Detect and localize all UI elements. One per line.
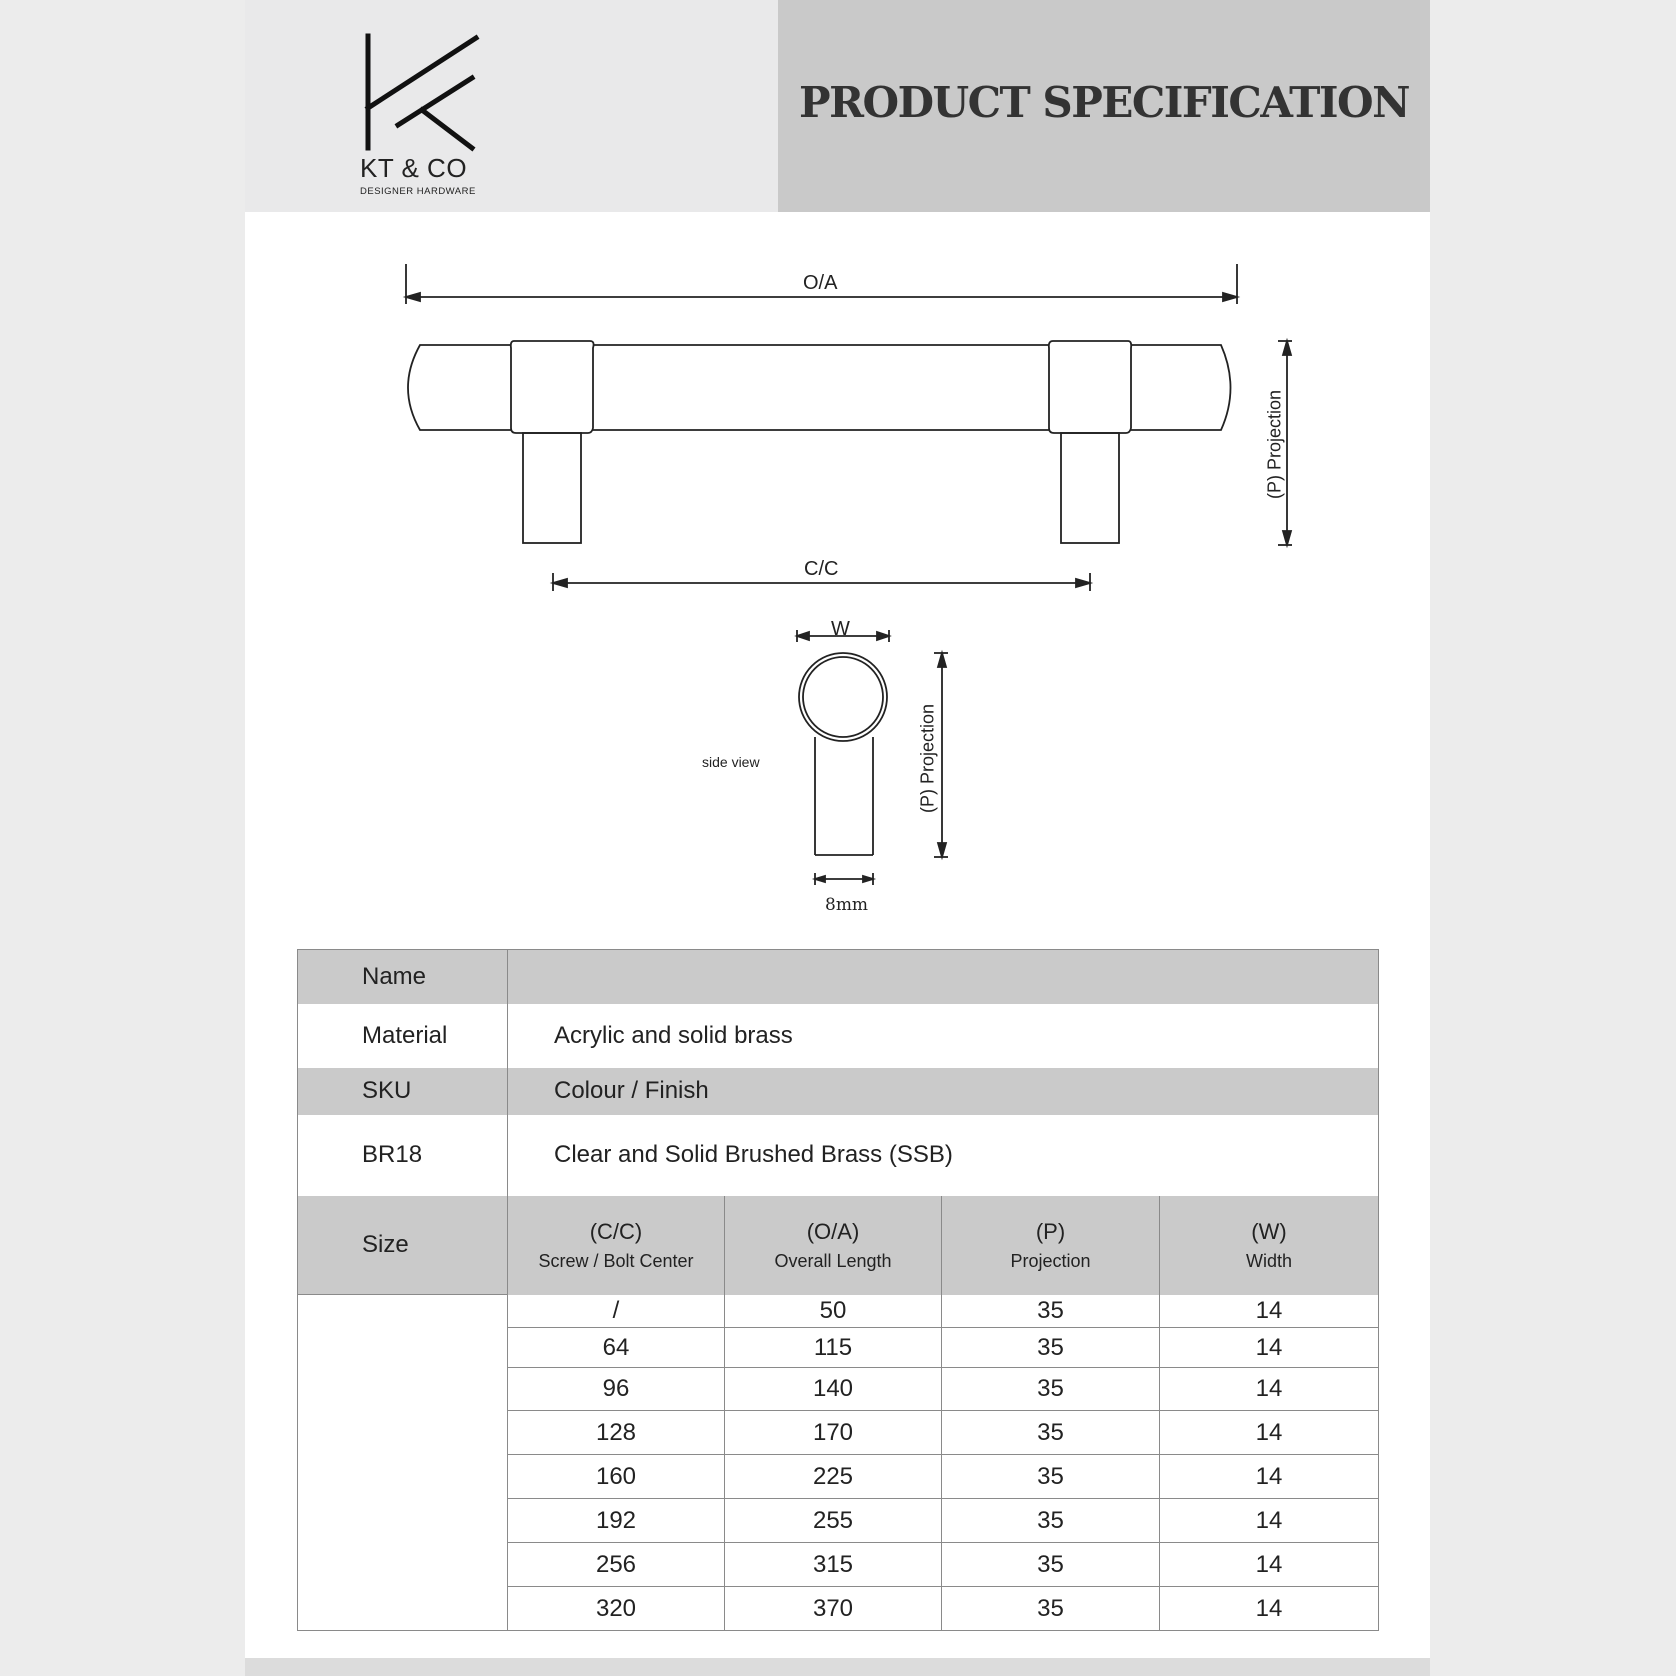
table-cell: 64 bbox=[508, 1328, 725, 1368]
table-row bbox=[298, 1411, 1379, 1455]
spec-table bbox=[297, 949, 1379, 1631]
table-cell: 35 bbox=[942, 1295, 1160, 1328]
size-spacer-cell bbox=[298, 1328, 508, 1368]
overall-length-label: O/A bbox=[803, 272, 838, 294]
table-cell: 14 bbox=[1160, 1411, 1379, 1455]
table-cell: 35 bbox=[942, 1411, 1160, 1455]
sku-label: SKU bbox=[298, 1068, 508, 1115]
table-row bbox=[298, 1328, 1379, 1368]
table-cell: 35 bbox=[942, 1499, 1160, 1543]
table-cell: 14 bbox=[1160, 1587, 1379, 1631]
table-cell: 50 bbox=[725, 1295, 942, 1328]
material-row bbox=[298, 1004, 1379, 1068]
footer-band bbox=[245, 1658, 1430, 1676]
name-row bbox=[298, 950, 1379, 1004]
table-cell: 35 bbox=[942, 1368, 1160, 1411]
table-cell: 320 bbox=[508, 1587, 725, 1631]
projection-label-front: (P) Projection bbox=[1264, 389, 1285, 500]
size-spacer-cell bbox=[298, 1455, 508, 1499]
table-cell: 35 bbox=[942, 1455, 1160, 1499]
table-cell: 225 bbox=[725, 1455, 942, 1499]
sku-value-row bbox=[298, 1115, 1379, 1196]
table-cell: 256 bbox=[508, 1543, 725, 1587]
table-cell: 370 bbox=[725, 1587, 942, 1631]
table-cell: 14 bbox=[1160, 1543, 1379, 1587]
name-label: Name bbox=[298, 950, 508, 1004]
table-cell: 14 bbox=[1160, 1295, 1379, 1328]
name-value bbox=[508, 950, 1379, 1004]
centers-label: C/C bbox=[804, 558, 839, 580]
table-cell: / bbox=[508, 1295, 725, 1328]
table-cell: 255 bbox=[725, 1499, 942, 1543]
table-row bbox=[298, 1543, 1379, 1587]
side-view-label: side view bbox=[702, 754, 760, 770]
table-cell: 14 bbox=[1160, 1368, 1379, 1411]
table-cell: 315 bbox=[725, 1543, 942, 1587]
table-cell: 140 bbox=[725, 1368, 942, 1411]
size-spacer-cell bbox=[298, 1587, 508, 1631]
size-spacer-cell bbox=[298, 1543, 508, 1587]
finish-label: Colour / Finish bbox=[508, 1068, 1379, 1115]
size-spacer-cell bbox=[298, 1499, 508, 1543]
table-cell: 35 bbox=[942, 1587, 1160, 1631]
base-width-label: 8mm bbox=[825, 895, 869, 915]
finish-value: Clear and Solid Brushed Brass (SSB) bbox=[508, 1115, 1379, 1196]
table-row bbox=[298, 1499, 1379, 1543]
width-label: W bbox=[831, 618, 850, 640]
material-value: Acrylic and solid brass bbox=[508, 1004, 1379, 1068]
table-cell: 115 bbox=[725, 1328, 942, 1368]
table-cell: 35 bbox=[942, 1328, 1160, 1368]
column-header: (W) Width bbox=[1160, 1196, 1379, 1295]
size-spacer-cell bbox=[298, 1295, 508, 1328]
table-row bbox=[298, 1368, 1379, 1411]
sku-header-row bbox=[298, 1068, 1379, 1115]
table-cell: 160 bbox=[508, 1455, 725, 1499]
table-cell: 170 bbox=[725, 1411, 942, 1455]
table-cell: 14 bbox=[1160, 1455, 1379, 1499]
column-header: (O/A) Overall Length bbox=[725, 1196, 942, 1295]
table-cell: 192 bbox=[508, 1499, 725, 1543]
sku-value: BR18 bbox=[298, 1115, 508, 1196]
table-cell: 14 bbox=[1160, 1499, 1379, 1543]
table-cell: 96 bbox=[508, 1368, 725, 1411]
table-row bbox=[298, 1587, 1379, 1631]
table-cell: 14 bbox=[1160, 1328, 1379, 1368]
size-header-row bbox=[298, 1196, 1379, 1295]
table-row bbox=[298, 1295, 1379, 1328]
table-cell: 128 bbox=[508, 1411, 725, 1455]
projection-label-side: (P) Projection bbox=[917, 703, 938, 814]
page-title: PRODUCT SPECIFICATION bbox=[799, 77, 1409, 127]
brand-tagline: DESIGNER HARDWARE bbox=[360, 186, 476, 197]
material-label: Material bbox=[298, 1004, 508, 1068]
table-row bbox=[298, 1455, 1379, 1499]
size-spacer-cell bbox=[298, 1368, 508, 1411]
size-label: Size bbox=[298, 1196, 508, 1295]
brand-name: KT & CO bbox=[360, 153, 468, 183]
column-header: (C/C) Screw / Bolt Center bbox=[508, 1196, 725, 1295]
size-spacer-cell bbox=[298, 1411, 508, 1455]
column-header: (P) Projection bbox=[942, 1196, 1160, 1295]
table-cell: 35 bbox=[942, 1543, 1160, 1587]
